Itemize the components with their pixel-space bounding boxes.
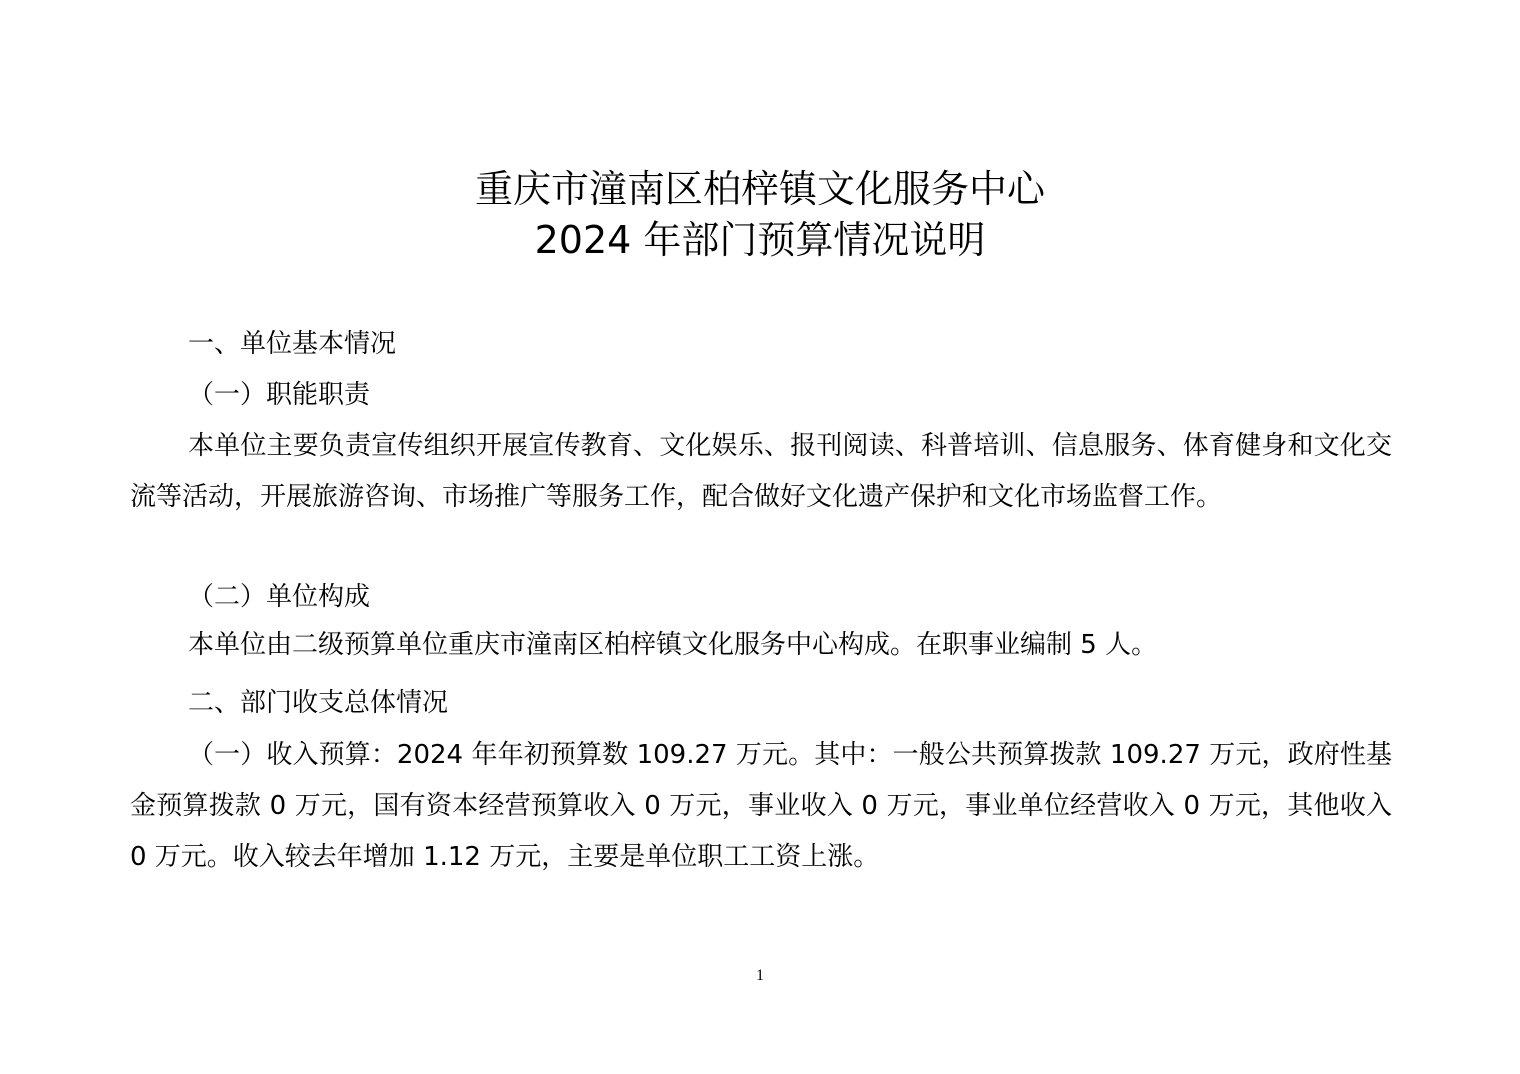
paragraph-income-budget: （一）收入预算：2024 年年初预算数 109.27 万元。其中：一般公共预算拨款 109.27 万元，政府性基金预算拨款 0 万元，国有资本经营预算收入 0 万元，事业收入 0 万元，事业单位经营收入 0 万元，其他收入 0 万元。收入较去年增加 1.12 万元，主要是单位职工工资上涨。 <box>130 740 1392 872</box>
section-heading-unit-basic-info: 一、单位基本情况 <box>188 329 397 359</box>
paragraph-unit-composition: 本单位由二级预算单位重庆市潼南区柏梓镇文化服务中心构成。在职事业编制 5 人。 <box>188 630 1158 660</box>
document-title-line-2: 2024 年部门预算情况说明 <box>534 218 986 262</box>
page-number: 1 <box>756 967 764 984</box>
section-heading-revenue-expenditure: 二、部门收支总体情况 <box>188 688 449 718</box>
paragraph-functions: 本单位主要负责宣传组织开展宣传教育、文化娱乐、报刊阅读、科普培训、信息服务、体育健身和文化交流等活动，开展旅游咨询、市场推广等服务工作，配合做好文化遗产保护和文化市场监督工作。 <box>130 431 1392 512</box>
subsection-heading-functions: （一）职能职责 <box>188 380 371 410</box>
subsection-heading-unit-composition: （二）单位构成 <box>188 582 371 612</box>
document-title-line-1: 重庆市潼南区柏梓镇文化服务中心 <box>474 167 1045 211</box>
